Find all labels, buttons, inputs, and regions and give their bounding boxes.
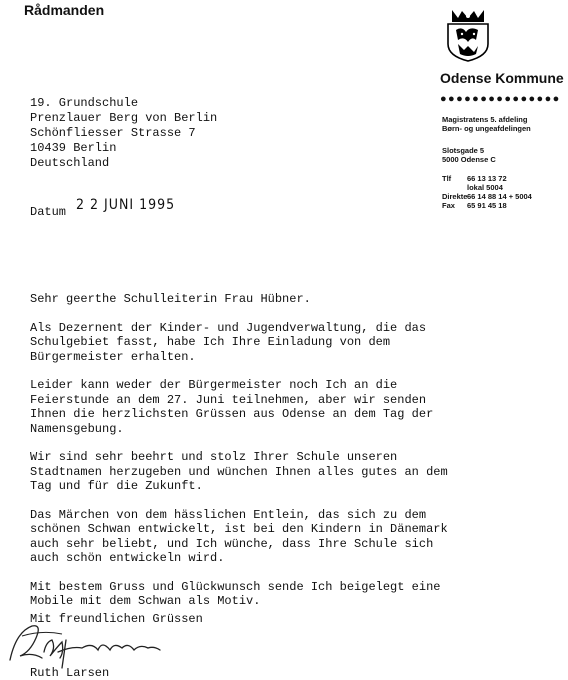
- page-title: Rådmanden: [24, 2, 105, 18]
- salutation: Sehr geerthe Schulleiterin Frau Hübner.: [30, 292, 311, 306]
- contact-row: [442, 183, 532, 192]
- department-block: [442, 115, 531, 133]
- recipient-line: Schönfliesser Strasse 7: [30, 126, 196, 140]
- recipient-line: 10439 Berlin: [30, 141, 117, 155]
- recipient-line: Deutschland: [30, 156, 110, 170]
- contact-value: 66 14 88 14 + 5004: [467, 192, 532, 201]
- contact-label: Tlf: [442, 174, 452, 183]
- contact-label: [442, 183, 467, 192]
- paragraph: Leider kann weder der Bürgermeister noch Ich an die Feierstunde an dem 27. Juni teilnehmen, aber wir senden Ihnen die herzlichsten Grüssen aus Odense an dem Tag der Namensgebung.: [30, 378, 434, 436]
- organization-name: Odense Kommune: [440, 70, 564, 86]
- recipient-line: 19. Grundschule: [30, 96, 139, 110]
- contact-row: [442, 201, 532, 210]
- recipient-line: Prenzlauer Berg von Berlin: [30, 111, 218, 125]
- date-stamp: 2 2 JUNI 1995: [76, 197, 176, 213]
- contact-row: [442, 174, 532, 183]
- contact-block: [442, 174, 532, 210]
- contact-label: Fax: [442, 201, 455, 210]
- contact-value: 66 13 13 72: [467, 174, 507, 183]
- paragraph: Mit bestem Gruss und Glückwunsch sende Ich beigelegt eine Mobile mit dem Schwan als Motiv.: [30, 579, 441, 608]
- paragraph: Als Dezernent der Kinder- und Jugendverwaltung, die das Schulgebiet fasst, habe Ich Ihre Einladung von dem Bürgermeister erhalten.: [30, 320, 427, 364]
- address-block: [442, 146, 496, 164]
- department-line: Børn- og ungeafdelingen: [442, 124, 531, 133]
- paragraph: Das Märchen von dem hässlichen Entlein, das sich zu dem schönen Schwan entwickelt, ist bei den Kindern in Dänemark auch sehr beliebt, und Ich wünche, dass Ihre Schule sich auch schön entwickeln wird.: [30, 507, 448, 565]
- department-line: Magistratens 5. afdeling: [442, 115, 528, 124]
- coat-of-arms-logo: [444, 6, 492, 62]
- handwritten-signature: [2, 612, 172, 672]
- contact-value: lokal 5004: [467, 183, 503, 192]
- contact-label: Direkte: [442, 192, 468, 201]
- contact-row: [442, 192, 532, 201]
- letter-body: [30, 292, 450, 623]
- contact-value: 65 91 45 18: [467, 201, 507, 210]
- address-line: 5000 Odense C: [442, 155, 496, 164]
- dot-divider: ●●●●●●●●●●●●●●●: [440, 93, 561, 105]
- signer-name: Ruth Larsen: [30, 666, 110, 680]
- closing-line: Mit freundlichen Grüssen: [30, 612, 203, 626]
- paragraph: Wir sind sehr beehrt und stolz Ihrer Schule unseren Stadtnamen herzugeben und wünchen Ihnen alles gutes an dem Tag und für die Zukunft.: [30, 450, 448, 493]
- recipient-address: [30, 96, 217, 171]
- date-label: Datum: [30, 205, 67, 219]
- address-line: Slotsgade 5: [442, 146, 485, 155]
